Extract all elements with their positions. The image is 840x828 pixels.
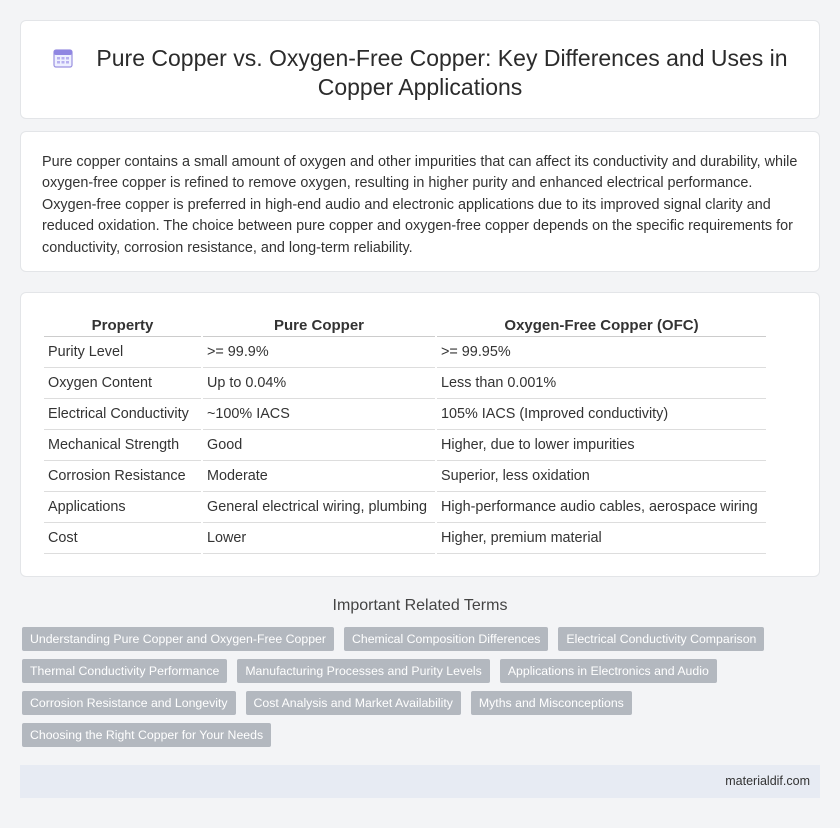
- table-row: [44, 461, 766, 492]
- cell-property: Mechanical Strength: [44, 430, 201, 461]
- footer: [20, 765, 820, 798]
- header-ofc: Oxygen-Free Copper (OFC): [437, 314, 766, 337]
- cell-property: Cost: [44, 523, 201, 554]
- related-term-tag[interactable]: Chemical Composition Differences: [344, 627, 548, 651]
- related-term-tag[interactable]: Thermal Conductivity Performance: [22, 659, 227, 683]
- header-property: Property: [44, 314, 201, 337]
- cell-pure-copper: Lower: [203, 523, 435, 554]
- related-term-tag[interactable]: Applications in Electronics and Audio: [500, 659, 717, 683]
- header-pure-copper: Pure Copper: [203, 314, 435, 337]
- cell-ofc: High-performance audio cables, aerospace wiring: [437, 492, 766, 523]
- related-term-tag[interactable]: Manufacturing Processes and Purity Levels: [237, 659, 490, 683]
- cell-ofc: Less than 0.001%: [437, 368, 766, 399]
- table-row: [44, 368, 766, 399]
- cell-property: Electrical Conductivity: [44, 399, 201, 430]
- table-body: [44, 337, 766, 554]
- cell-ofc: >= 99.95%: [437, 337, 766, 368]
- cell-ofc: Higher, premium material: [437, 523, 766, 554]
- calendar-icon: [52, 47, 74, 69]
- related-term-tag[interactable]: Cost Analysis and Market Availability: [246, 691, 461, 715]
- cell-pure-copper: General electrical wiring, plumbing: [203, 492, 435, 523]
- cell-property: Applications: [44, 492, 201, 523]
- footer-site-link[interactable]: materialdif.com: [725, 774, 810, 788]
- cell-pure-copper: >= 99.9%: [203, 337, 435, 368]
- cell-ofc: Higher, due to lower impurities: [437, 430, 766, 461]
- related-terms-title: Important Related Terms: [332, 597, 508, 614]
- comparison-card: [20, 292, 820, 577]
- cell-property: Purity Level: [44, 337, 201, 368]
- cell-property: Corrosion Resistance: [44, 461, 201, 492]
- header-card: [20, 20, 820, 119]
- intro-text: Pure copper contains a small amount of oxygen and other impurities that can affect its conductivity and durability, while oxygen-free copper is refined to remove oxygen, resulting in higher purity and enhanced electrical performance. Oxygen-free copper is preferred in high-end audio and electronic applications due to its improved signal clarity and reduced oxidation. The choice between pure copper and oxygen-free copper depends on the specific requirements for conductivity, corrosion resistance, and long-term reliability.: [42, 154, 798, 256]
- cell-ofc: Superior, less oxidation: [437, 461, 766, 492]
- cell-pure-copper: Moderate: [203, 461, 435, 492]
- table-header-row: [44, 314, 766, 337]
- table-row: [44, 337, 766, 368]
- related-term-tag[interactable]: Understanding Pure Copper and Oxygen-Free Copper: [22, 627, 334, 651]
- related-term-tag[interactable]: Choosing the Right Copper for Your Needs: [22, 723, 271, 747]
- page-title-wrap: [21, 44, 819, 102]
- cell-pure-copper: Good: [203, 430, 435, 461]
- related-term-tag[interactable]: Corrosion Resistance and Longevity: [22, 691, 236, 715]
- table-row: [44, 523, 766, 554]
- cell-pure-copper: ~100% IACS: [203, 399, 435, 430]
- cell-property: Oxygen Content: [44, 368, 201, 399]
- related-terms-list: [22, 627, 812, 747]
- cell-pure-copper: Up to 0.04%: [203, 368, 435, 399]
- intro-card: [20, 131, 820, 272]
- table-row: [44, 430, 766, 461]
- comparison-table: [42, 314, 768, 554]
- page-title: Pure Copper vs. Oxygen-Free Copper: Key Differences and Uses in Copper Applications: [96, 45, 788, 100]
- related-term-tag[interactable]: Myths and Misconceptions: [471, 691, 632, 715]
- related-term-tag[interactable]: Electrical Conductivity Comparison: [558, 627, 764, 651]
- table-row: [44, 492, 766, 523]
- cell-ofc: 105% IACS (Improved conductivity): [437, 399, 766, 430]
- table-row: [44, 399, 766, 430]
